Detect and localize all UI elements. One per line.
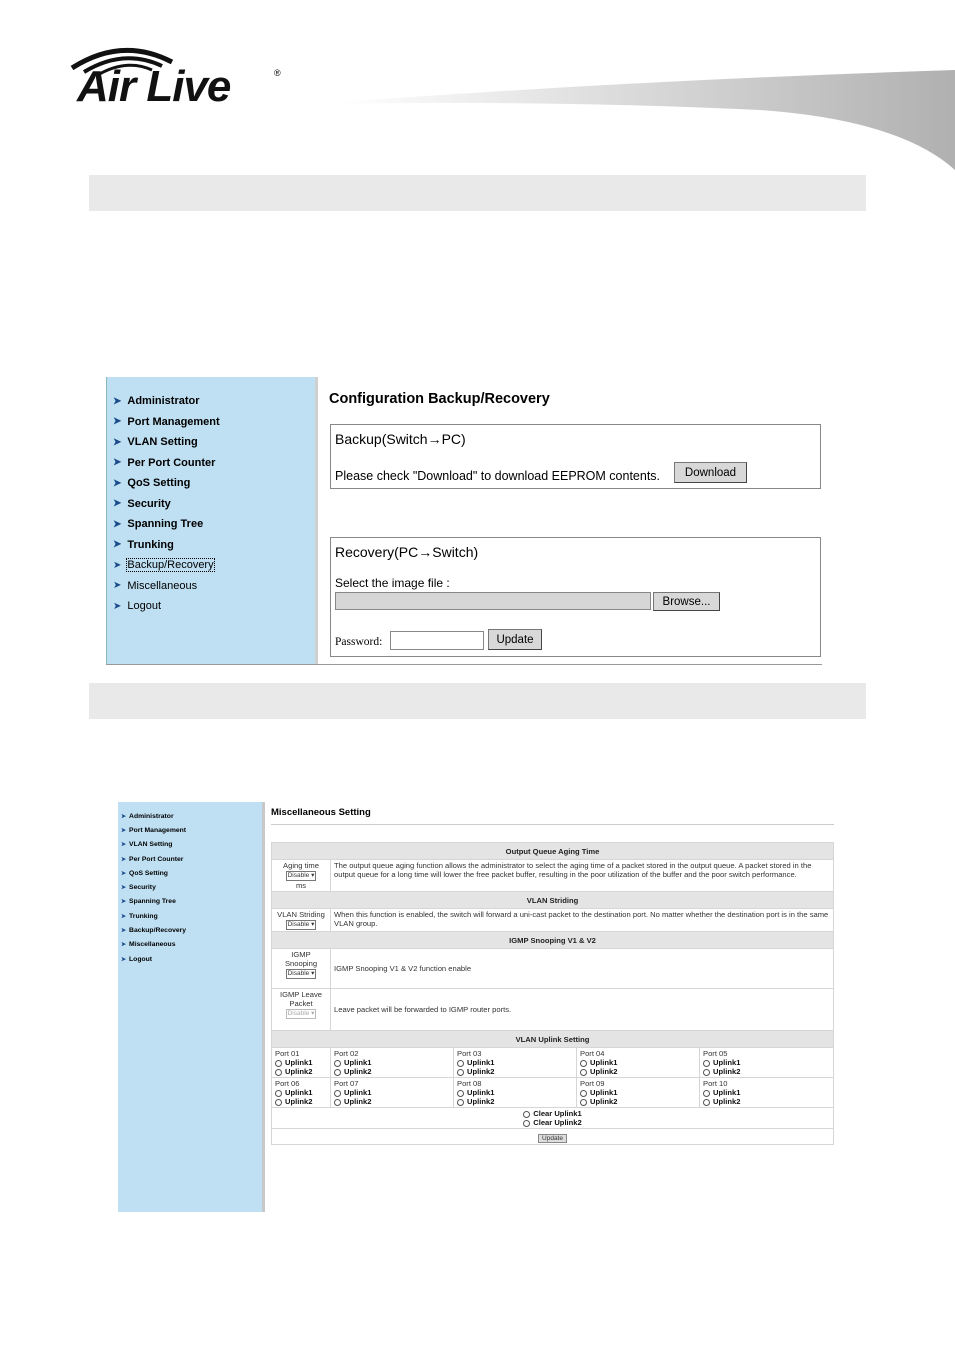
chevron-right-icon: ➤ <box>121 942 127 949</box>
backup-instructions: Please check "Download" to download EEPROM contents. <box>335 469 661 483</box>
uplink1-option[interactable]: Uplink1 <box>457 1058 573 1067</box>
sidebar-item-logout[interactable]: ➤ Logout <box>113 600 162 613</box>
sidebar-item-logout[interactable]: ➤ Logout <box>121 955 153 963</box>
radio-icon <box>703 1060 710 1067</box>
chevron-right-icon: ➤ <box>121 842 127 849</box>
section-header-striding: VLAN Striding <box>272 892 834 909</box>
radio-icon <box>334 1069 341 1076</box>
port-cell <box>331 1048 454 1078</box>
striding-description: When this function is enabled, the switch will forward a uni-cast packet to the destination port. No matter whether the destination port is in the same VLAN group. <box>331 909 834 932</box>
igmp-leave-label: IGMP Leave Packet <box>279 990 323 1008</box>
radio-icon <box>703 1099 710 1106</box>
password-input[interactable] <box>390 631 484 650</box>
uplink1-option[interactable]: Uplink1 <box>275 1088 327 1097</box>
header-swoosh <box>340 60 955 190</box>
chevron-right-icon: ➤ <box>121 913 127 920</box>
uplink2-option[interactable]: Uplink2 <box>580 1067 696 1076</box>
password-label: Password: <box>335 636 383 648</box>
radio-icon <box>703 1069 710 1076</box>
chevron-right-icon: ➤ <box>121 956 127 963</box>
radio-icon <box>275 1090 282 1097</box>
uplink2-option[interactable]: Uplink2 <box>334 1097 450 1106</box>
section-header-aging: Output Queue Aging Time <box>272 843 834 860</box>
uplink2-option[interactable]: Uplink2 <box>703 1067 830 1076</box>
sidebar-item-per-port-counter[interactable]: ➤ Per Port Counter <box>121 855 184 863</box>
file-path-input[interactable] <box>335 592 651 610</box>
uplink1-option[interactable]: Uplink1 <box>275 1058 327 1067</box>
section-band <box>89 683 866 719</box>
chevron-right-icon: ➤ <box>113 436 122 448</box>
sidebar-item-port-management[interactable]: ➤ Port Management <box>113 415 220 428</box>
port-cell <box>454 1078 577 1108</box>
chevron-right-icon: ➤ <box>113 539 122 551</box>
update-button[interactable]: Update <box>538 1134 567 1143</box>
chevron-right-icon: ➤ <box>121 899 127 906</box>
section-band <box>89 175 866 211</box>
chevron-right-icon: ➤ <box>121 813 127 820</box>
clear-uplink1-option[interactable]: Clear Uplink1 <box>275 1109 830 1118</box>
port-cell <box>700 1048 834 1078</box>
port-label: Port 02 <box>334 1049 359 1058</box>
port-cell <box>331 1078 454 1108</box>
chevron-right-icon: ➤ <box>121 885 127 892</box>
backup-box <box>330 424 821 489</box>
chevron-right-icon: ➤ <box>121 856 127 863</box>
chevron-right-icon: ➤ <box>121 827 127 834</box>
vlan-striding-select[interactable]: Disable ▾ <box>287 921 315 928</box>
port-label: Port 05 <box>703 1049 728 1058</box>
port-cell <box>272 1048 331 1078</box>
port-label: Port 01 <box>275 1049 300 1058</box>
misc-settings-table <box>271 842 834 1145</box>
uplink2-option[interactable]: Uplink2 <box>580 1097 696 1106</box>
chevron-right-icon: ➤ <box>113 580 122 592</box>
divider <box>271 824 834 825</box>
port-label: Port 03 <box>457 1049 482 1058</box>
chevron-right-icon: ➤ <box>113 518 122 530</box>
radio-icon <box>334 1099 341 1106</box>
igmp-leave-description: Leave packet will be forwarded to IGMP router ports. <box>331 989 834 1031</box>
sidebar-item-backup-recovery[interactable]: ➤ Backup/Recovery <box>113 559 214 572</box>
igmp-leave-select[interactable]: Disable ▾ <box>287 1010 315 1017</box>
chevron-right-icon: ➤ <box>113 559 122 571</box>
igmp-snooping-label: IGMP Snooping <box>284 950 318 968</box>
vlan-striding-label: VLAN Striding <box>277 910 325 919</box>
sidebar-item-qos-setting[interactable]: ➤ QoS Setting <box>121 869 168 877</box>
uplink1-option[interactable]: Uplink1 <box>334 1058 450 1067</box>
radio-icon <box>703 1090 710 1097</box>
backup-heading: Backup(Switch→PC) <box>335 431 466 447</box>
radio-icon <box>275 1099 282 1106</box>
aging-unit: ms <box>295 881 307 890</box>
uplink1-option[interactable]: Uplink1 <box>457 1088 573 1097</box>
port-label: Port 09 <box>580 1079 605 1088</box>
port-label: Port 06 <box>275 1079 300 1088</box>
chevron-right-icon: ➤ <box>113 498 122 510</box>
radio-icon <box>580 1090 587 1097</box>
chevron-right-icon: ➤ <box>113 600 122 612</box>
radio-icon <box>523 1120 530 1127</box>
sidebar-item-trunking[interactable]: ➤ Trunking <box>121 912 158 920</box>
logo-text: Air Live <box>77 62 231 111</box>
sidebar-item-trunking[interactable]: ➤ Trunking <box>113 538 174 551</box>
sidebar-item-miscellaneous[interactable]: ➤ Miscellaneous <box>121 941 176 949</box>
radio-icon <box>334 1090 341 1097</box>
uplink1-option[interactable]: Uplink1 <box>580 1088 696 1097</box>
sidebar-item-per-port-counter[interactable]: ➤ Per Port Counter <box>113 456 216 469</box>
sidebar <box>106 377 318 664</box>
radio-icon <box>275 1060 282 1067</box>
misc-setting-screenshot <box>118 802 834 1212</box>
radio-icon <box>457 1060 464 1067</box>
chevron-right-icon: ➤ <box>121 870 127 877</box>
uplink1-option[interactable]: Uplink1 <box>703 1058 830 1067</box>
aging-time-label: Aging time <box>283 861 319 870</box>
port-label: Port 07 <box>334 1079 359 1088</box>
port-row <box>272 1078 834 1108</box>
sidebar <box>118 802 265 1212</box>
chevron-right-icon: ➤ <box>113 457 122 469</box>
port-label: Port 08 <box>457 1079 482 1088</box>
radio-icon <box>580 1060 587 1067</box>
port-cell <box>577 1078 700 1108</box>
radio-icon <box>580 1069 587 1076</box>
radio-icon <box>523 1111 530 1118</box>
port-cell <box>577 1048 700 1078</box>
sidebar-item-backup-recovery[interactable]: ➤ Backup/Recovery <box>121 927 187 935</box>
recovery-box <box>330 537 821 657</box>
igmp-description: IGMP Snooping V1 & V2 function enable <box>331 949 834 989</box>
uplink2-option[interactable]: Uplink2 <box>334 1067 450 1076</box>
port-cell <box>700 1078 834 1108</box>
sidebar-item-qos-setting[interactable]: ➤ QoS Setting <box>113 477 191 490</box>
section-header-igmp: IGMP Snooping V1 & V2 <box>272 932 834 949</box>
radio-icon <box>275 1069 282 1076</box>
chevron-right-icon: ➤ <box>113 395 122 407</box>
section-header-uplink: VLAN Uplink Setting <box>272 1031 834 1048</box>
chevron-right-icon: ➤ <box>121 928 127 935</box>
recovery-heading: Recovery(PC→Switch) <box>335 544 479 560</box>
sidebar-item-miscellaneous[interactable]: ➤ Miscellaneous <box>113 579 198 592</box>
download-button[interactable]: Download <box>674 462 747 483</box>
aging-time-select[interactable]: Disable ▾ <box>287 872 315 879</box>
uplink2-option[interactable]: Uplink2 <box>703 1097 830 1106</box>
sidebar-item-vlan-setting[interactable]: ➤ VLAN Setting <box>121 841 173 849</box>
radio-icon <box>580 1099 587 1106</box>
page-title: Configuration Backup/Recovery <box>329 391 550 407</box>
uplink2-option[interactable]: Uplink2 <box>275 1097 327 1106</box>
sidebar-item-administrator[interactable]: ➤ Administrator <box>113 395 200 408</box>
uplink1-option[interactable]: Uplink1 <box>334 1088 450 1097</box>
radio-icon <box>457 1069 464 1076</box>
sidebar-item-spanning-tree[interactable]: ➤ Spanning Tree <box>121 898 176 906</box>
select-file-label: Select the image file : <box>335 576 450 590</box>
port-label: Port 10 <box>703 1079 728 1088</box>
chevron-right-icon: ➤ <box>113 477 122 489</box>
radio-icon <box>334 1060 341 1067</box>
port-label: Port 04 <box>580 1049 605 1058</box>
sidebar-item-vlan-setting[interactable]: ➤ VLAN Setting <box>113 436 198 449</box>
port-row <box>272 1048 834 1078</box>
registered-mark: ® <box>274 68 281 78</box>
radio-icon <box>457 1099 464 1106</box>
sidebar-item-administrator[interactable]: ➤ Administrator <box>121 812 174 820</box>
airlive-logo <box>62 40 292 115</box>
sidebar-item-spanning-tree[interactable]: ➤ Spanning Tree <box>113 518 204 531</box>
radio-icon <box>457 1090 464 1097</box>
sidebar-item-port-management[interactable]: ➤ Port Management <box>121 826 187 834</box>
main-panel <box>268 802 834 1212</box>
igmp-snooping-select[interactable]: Disable ▾ <box>287 970 315 977</box>
backup-recovery-screenshot <box>106 377 822 665</box>
uplink2-option[interactable]: Uplink2 <box>275 1067 327 1076</box>
clear-uplink2-option[interactable]: Clear Uplink2 <box>275 1118 830 1127</box>
uplink1-option[interactable]: Uplink1 <box>703 1088 830 1097</box>
uplink2-option[interactable]: Uplink2 <box>457 1097 573 1106</box>
update-button[interactable]: Update <box>488 629 542 650</box>
port-cell <box>454 1048 577 1078</box>
chevron-right-icon: ➤ <box>113 416 122 428</box>
aging-description: The output queue aging function allows the administrator to select the aging time of a packet stored in the output queue. A packet stored in the output queue for a long time will lower the free packet buffer, resulting in the poor utilization of the buffer and the poor switch performance. <box>331 860 834 892</box>
browse-button[interactable]: Browse... <box>653 592 720 611</box>
sidebar-item-security[interactable]: ➤ Security <box>121 884 156 892</box>
port-cell <box>272 1078 331 1108</box>
page-title: Miscellaneous Setting <box>271 807 371 818</box>
uplink1-option[interactable]: Uplink1 <box>580 1058 696 1067</box>
sidebar-item-security[interactable]: ➤ Security <box>113 497 171 510</box>
main-panel <box>320 377 822 664</box>
uplink2-option[interactable]: Uplink2 <box>457 1067 573 1076</box>
